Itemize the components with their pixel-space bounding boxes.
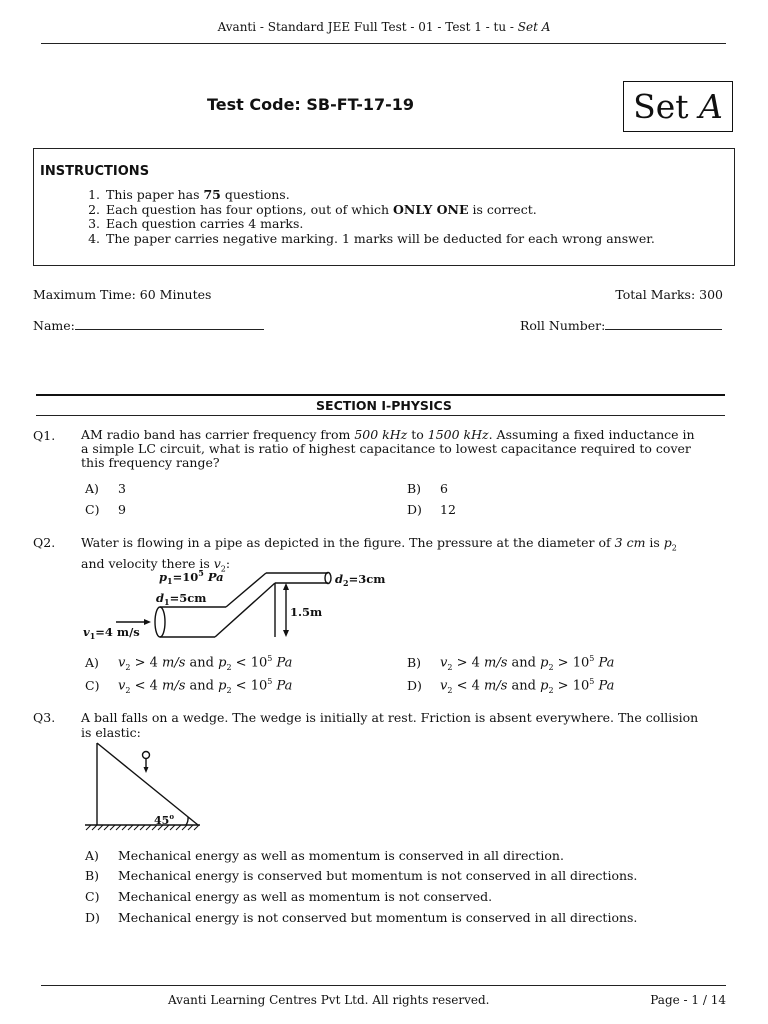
- set-box: [623, 81, 733, 132]
- velocity-arrowhead: [144, 619, 151, 625]
- q2-option-c[interactable]: $v_2 < 4$ m/s and $p_2 < 10^5$ Pa: [118, 677, 293, 695]
- q1-text: AM radio band has carrier frequency from 500 kHz to 1500 kHz. Assuming a fixed inductance in a simple LC circuit, what is ratio of highest capacitance to lowest capacitance required to cover this frequency range?: [81, 427, 695, 470]
- q3-label: Q3.: [33, 710, 56, 725]
- q3-text: A ball falls on a wedge. The wedge is initially at rest. Friction is absent everywhere. The collision is elastic:: [81, 710, 699, 740]
- height-arrow-top: [283, 583, 289, 590]
- q1-option-c-letter: C): [85, 502, 100, 517]
- footer-rule: [41, 985, 726, 986]
- q3-option-d[interactable]: Mechanical energy is not conserved but momentum is conserved in all directions.: [118, 910, 638, 925]
- q2-option-a-letter: A): [85, 655, 99, 670]
- name-label: Name:: [33, 318, 75, 333]
- max-time: Maximum Time: 60 Minutes: [33, 287, 212, 302]
- instructions-box: [33, 148, 735, 266]
- section-top-rule: [36, 394, 725, 396]
- wedge-hypotenuse: [97, 743, 198, 825]
- label-height: 1.5m: [290, 605, 323, 619]
- roll-blank[interactable]: [605, 317, 722, 330]
- name-blank[interactable]: [75, 317, 264, 330]
- q3-option-b[interactable]: Mechanical energy is conserved but momentum is not conserved in all directions.: [118, 868, 638, 883]
- q2-option-d[interactable]: $v_2 < 4$ m/s and $p_2 > 10^5$ Pa: [440, 677, 615, 695]
- ball: [143, 752, 150, 759]
- total-marks: Total Marks: 300: [615, 287, 723, 302]
- pipe-outlet-ellipse: [325, 573, 331, 584]
- header-text: Avanti - Standard JEE Full Test - 01 - Test 1 - tu -: [217, 20, 518, 34]
- q2-option-a[interactable]: $v_2 > 4$ m/s and $p_2 < 10^5$ Pa: [118, 654, 293, 672]
- q1-option-a[interactable]: 3: [118, 481, 126, 496]
- angle-arc: [186, 817, 188, 825]
- q1-option-b-letter: B): [407, 481, 422, 496]
- test-code: Test Code: SB-FT-17-19: [207, 95, 415, 114]
- q2-option-d-letter: D): [407, 678, 422, 693]
- instruction-item: 2. Each question has four options, out of which ONLY ONE is correct.: [88, 201, 537, 217]
- q3-option-c[interactable]: Mechanical energy as well as momentum is not conserved.: [118, 889, 493, 904]
- header-rule: [41, 43, 726, 44]
- header-set: Set A: [517, 20, 551, 34]
- instruction-item: 1. This paper has 75 questions.: [88, 187, 290, 202]
- set-letter: A: [699, 87, 723, 126]
- q3-option-a[interactable]: Mechanical energy as well as momentum is conserved in all direction.: [118, 848, 564, 863]
- instructions-list: [80, 188, 655, 246]
- pipe-slant-upper: [226, 573, 266, 607]
- q1-option-a-letter: A): [85, 481, 99, 496]
- q2-text: Water is flowing in a pipe as depicted in the figure. The pressure at the diameter of 3 cm is $p_2$ and velocity there is $v_2$:: [81, 535, 677, 573]
- section-title: SECTION I-PHYSICS: [316, 398, 452, 413]
- footer-page-number: Page - 1 / 14: [650, 993, 726, 1007]
- instruction-item: 3. Each question carries 4 marks.: [88, 216, 304, 231]
- label-d1: $d_1=5cm$: [156, 591, 207, 607]
- q3-option-a-letter: A): [85, 848, 99, 863]
- label-v1: $v_1=4$ m/s: [83, 625, 140, 641]
- label-d2: $d_2=3cm$: [335, 572, 386, 588]
- q1-option-b[interactable]: 6: [440, 481, 448, 496]
- angle-label: 45$^o$: [154, 812, 174, 827]
- q1-label: Q1.: [33, 428, 56, 443]
- footer-copyright: Avanti Learning Centres Pvt Ltd. All rights reserved.: [168, 993, 490, 1007]
- q2-option-c-letter: C): [85, 678, 100, 693]
- name-field[interactable]: [33, 317, 264, 333]
- pipe-figure: [80, 566, 400, 648]
- ball-drop-arrowhead: [144, 767, 149, 773]
- q1-f2: 1500 kHz: [427, 427, 489, 442]
- q3-option-d-letter: D): [85, 910, 100, 925]
- roll-label: Roll Number:: [520, 318, 606, 333]
- height-arrow-bottom: [283, 630, 289, 637]
- instructions-title: INSTRUCTIONS: [40, 164, 150, 179]
- q2-option-b-letter: B): [407, 655, 422, 670]
- q2-option-b[interactable]: $v_2 > 4$ m/s and $p_2 > 10^5$ Pa: [440, 654, 615, 672]
- pipe-inlet-ellipse: [155, 607, 165, 637]
- label-p1: $p_1=10^5$ Pa: [159, 568, 224, 586]
- q2-label: Q2.: [33, 535, 56, 550]
- q1-option-d[interactable]: 12: [440, 502, 456, 517]
- set-word: Set: [633, 87, 689, 126]
- q1-option-c[interactable]: 9: [118, 502, 126, 517]
- ground-hatch: [86, 825, 199, 830]
- page-header: [0, 20, 768, 34]
- wedge-figure: [82, 740, 207, 832]
- q1-option-d-letter: D): [407, 502, 422, 517]
- q3-option-b-letter: B): [85, 868, 100, 883]
- q1-f1: 500 kHz: [354, 427, 408, 442]
- roll-field[interactable]: [520, 317, 722, 333]
- instruction-item: 4. The paper carries negative marking. 1 marks will be deducted for each wrong answer.: [88, 230, 655, 246]
- q3-option-c-letter: C): [85, 889, 100, 904]
- section-bottom-rule: [36, 415, 725, 416]
